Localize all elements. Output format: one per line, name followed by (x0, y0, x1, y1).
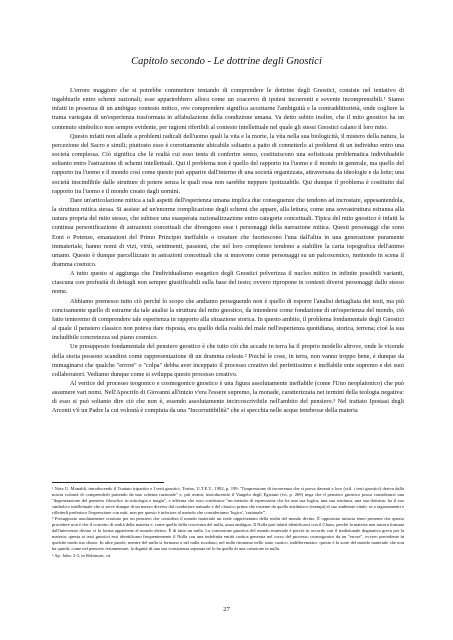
paragraph: A tutto questo si aggiunga che l'individualismo esegetico degli Gnostici polverizza il nucleo mitico in infinite possibili varianti, ciascuna con profusità di dettagli non sempre giustificabili sulla base del testo; ovvero ripropone in contesti diversi personaggi dallo stesso nome. (52, 270, 404, 296)
paragraph: Dare un'articolazione mitica a tali aspetti dell'esperienza umana implica due conseguenze che tendono ad incrostare, appesantendola, la struttura mitica stessa. Si assiste ad un'enorme complicazione degli schemi che appare, alla lettura, come una sovrastruttura estranea alla natura propria del mito stesso, che subisce una esasperata razionalizzazione entro categorie concettuali. Tipica del mito gnostico è infatti la continua personificazione di astrazioni concettuali che divengono esse i personaggi della narrazione mitica. Questi personaggi che sono Eoni o Potenze, emanazioni del Primo Principio ineffabile o creature che fuoriescono l'una dall'altra in una generazione puramente immateriale, hanno nomi di vizi, virtù, sentimenti, passioni, che nel loro complesso tendono a stabilire la carta topografica dell'animo umano. Questo è dunque parcellizzato in astrazioni concettuali che si muovono come personaggi su un palcoscenico, mettendo in scena il dramma cosmico. (52, 196, 404, 268)
paragraph: Abbiamo premesso tutto ciò perché lo scopo che andiamo perseguendo non è quello di esporre l'analisi dettagliata dei testi, ma più concisamente quello di estrarne da tale analisi la struttura del mito gnostico, da intendersi come fondazione di un'esperienza del mondo, ciò fatto tenteremo di comprendere tale esperienza in rapporto alla situazione storica. In questo ambito, il problema fondamentale degli Gnostici al quale il pensiero classico non poteva dare risposta, era quello della realtà del male nell'esperienza quotidiana, storica, terrena; cioè la sua includibile concretezza sul piano cosmico. (52, 297, 404, 342)
paragraph: Un presupposto fondamentale del pensiero gnostico è che tutto ciò che accade in terra ha il proprio modello altrove, onde le vicende della storia possono scandirsi come rappresentazione di un dramma celeste.² Poiché le cose, in terra, non vanno troppo bene, è dunque da immaginarsi che qualche "errore" o "colpa" debba aver inceppato il processo creativo del perfettissimo e ineffabile ente supremo e dei suoi collaboratori. Vediamo dunque come si sviluppa questo processo creativo. (52, 343, 404, 378)
paragraph: Questo infatti non allude a problemi radicali dell'uomo quali la vita e la morte, la vita nella sua biologicità, il mistero della natura, la percezione del Sacro e simili; piuttosto esso è correttamente ubicabile soltanto a patto di connetterlo ai problemi di un individuo entro una società complessa. Ciò significa che le realtà cui esso tenta di conferire senso, costituiscono una sofisticata problematica individuabile soltanto entro l'astrazione di schemi intellettuali. Qui il problema non è quello del rapporto tra l'uomo e il mondo in generale, ma quello del rapporto tra l'uomo e il mondo così come questo può apparire dall'interno di una società organizzata, attraversata da ideologie e da lotte; una società inscindibile dalle strutture di potere senza le quali essa non sarebbe neppure ipotizzabile. Qui dunque il problema è costituito dal rapporto tra l'uomo e il mondo creato dagli uomini. (52, 132, 404, 195)
paragraph: L'errore maggiore che si potrebbe commettere tentando di comprendere le dottrine degli Gnostici, consiste nel tentativo di ingabbiarle entro schemi razionali; esse apparirebbero allora come un coacervo di ipotesi incoerenti e sovente incomprensibili.¹ Siamo infatti in presenza di un ambiguo contesto mitico, ove comprendere significa accettarne l'ambiguità e la contraddittorietà, onde cogliere la trama variegata di un'esperienza trasformata in affabulazione della condizione umana. Va detto subito inoltre, che il mito gnostico ha un contenuto simbolico non sempre evidente, per ragioni riferibili al contesto intellettuale nel quale gli stessi Gnostici calano il loro mito. (52, 87, 404, 131)
paragraph: Al vertice del processo teogonico e cosmogonico gnostico è una figura assolutamente ineffabile (come l'Uno neoplatonico) che può assumere vari nomi. Nell'Apocrifo di Giovanni all'inizio v'era l'essere supremo, la monade, caratterizzata nei termini della teologia negativa: di esso si può soltanto dire ciò che non è, essendo assolutamente incircoscrivibile nell'ambito del pensiero.³ Nel trattato Ipostasi degli Arconti v'è un Padre la cui volontà è compiuta da una "Incorruttibilità" che si specchia nelle acque tenebrose della materia (52, 380, 404, 415)
main-text (52, 86, 404, 416)
footnote: ² Presupposto assolutamente scontato per un pensiero che considera il mondo materiale un reale rappresentato della realtà del mondo divino. È opportuno tuttavia tener presente che questo procedere non è che il concetto di realtà della materia e, come quello della coscienza del nulla, assai ambiguo. Il Nulla può infatti identificarsi con il Chaos, perché la materia non ancora formata dall'intervento divino vi fa forma appartiene al mondo divino. È di fatto un nulla. La concezione gnostica del mondo materiale è perciò in accordo con il tradizionale dogmatica greca per la materia; questa ai testi gnostici essi identificano frequentemente il Nulla con una indefinita entità caotica generata nel corso del processo cosmogonico da un "errore", ovvero precedente in qualche modo ma chiaro. In altre parole, mentre del nulla si formano a nel nulla ricadono, nel nulla ritornano nello stato caotico, indifferenziato: questo è la sorte del mondo materiale che non ha quindi, come nel pensiero tertamentare, la dignità di una sua consistenza separata né lo ha quella di una creazione in nulla. (52, 516, 404, 552)
footnote-divider (52, 482, 164, 483)
chapter-title: Capitolo secondo - Le dottrine degli Gnostici (131, 56, 322, 67)
footnote: ¹ Nota U. Monaldi, introducendo il Trattato tripartito e I testi gnostici, Torino, U.T.E.T., 1982, p. 199: "l'impressione di incoerenza che si prova davanti a loro (scil. i testi gnostici) deriva dalla nostra volontà di comprenderli partendo da uno schema razionale" e, più avanti, introducendo il Vangelo degli Egiziani (ivi, p. 269) nega che il pensiero gnostico possa considerarsi una "degenerazione del pensiero filosofico in mitologia e magia", e afferma che esso costituisce "un metodo di espressione che ha una sua logica, una sua struttura, una sua dottrina; ha il suo simbolico intellettuale che si serve dunque di un mezzo diverso dal condottore naturale e del classico prima che insieme da quello attribuisce (esempi) al suo ambiente vitale; se a ragionamenti e rifletterli preferisce l'espressione con miti, non per questo è inferiore al metodo che consideriamo 'logico', 'razionale'". (52, 486, 404, 516)
footnote: ³ Ap. John, 2-3, in Robinson, cit. (52, 552, 112, 558)
page-number: 27 (223, 606, 230, 613)
footnotes (52, 486, 404, 559)
